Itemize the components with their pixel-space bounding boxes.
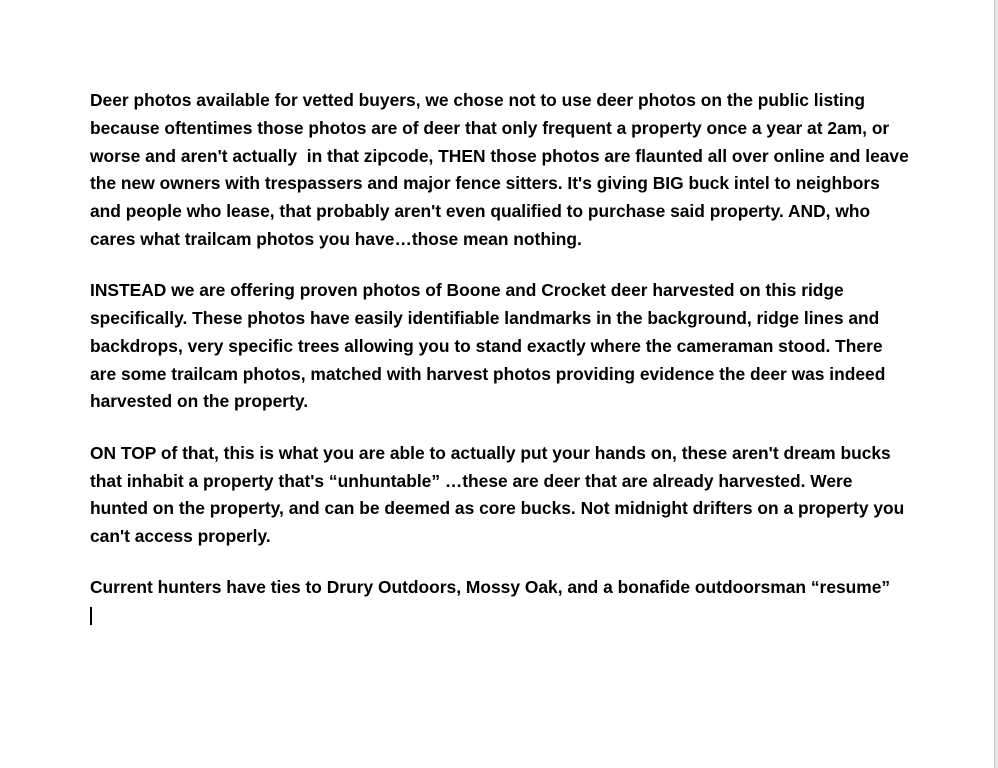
text-cursor: [90, 607, 92, 625]
paragraph-4[interactable]: Current hunters have ties to Drury Outdoors, Mossy Oak, and a bonafide outdoorsman “resume”: [90, 577, 891, 598]
paragraph-2[interactable]: INSTEAD we are offering proven photos of Boone and Crocket deer harvested on this ridge specifically. These photos have easily identifiable landmarks in the background, ridge lines and backdrops, very specific trees allowing you to stand exactly where the cameraman stood. There are some trailcam photos, matched with harvest photos providing evidence the deer was indeed harvested on the property.: [90, 280, 891, 412]
document-text-area[interactable]: [90, 87, 914, 630]
paragraph-3[interactable]: ON TOP of that, this is what you are able to actually put your hands on, these aren't dream bucks that inhabit a property that's “unhuntable” …these are deer that are already harvested. Were hunted on the property, and can be deemed as core bucks. Not midnight drifters on a property you can't access properly.: [90, 442, 910, 547]
paragraph-1[interactable]: Deer photos available for vetted buyers, we chose not to use deer photos on the public listing because oftentimes those photos are of deer that only frequent a property once a year at 2am, or worse and aren't actually in that zipcode, THEN those photos are flaunted all over online and leave the new owners with trespassers and major fence sitters. It's giving BIG buck intel to neighbors and people who lease, that probably aren't even qualified to purchase said property. AND, who cares what trailcam photos you have…those mean nothing.: [90, 90, 914, 249]
page-edge-shadow: [994, 0, 998, 768]
